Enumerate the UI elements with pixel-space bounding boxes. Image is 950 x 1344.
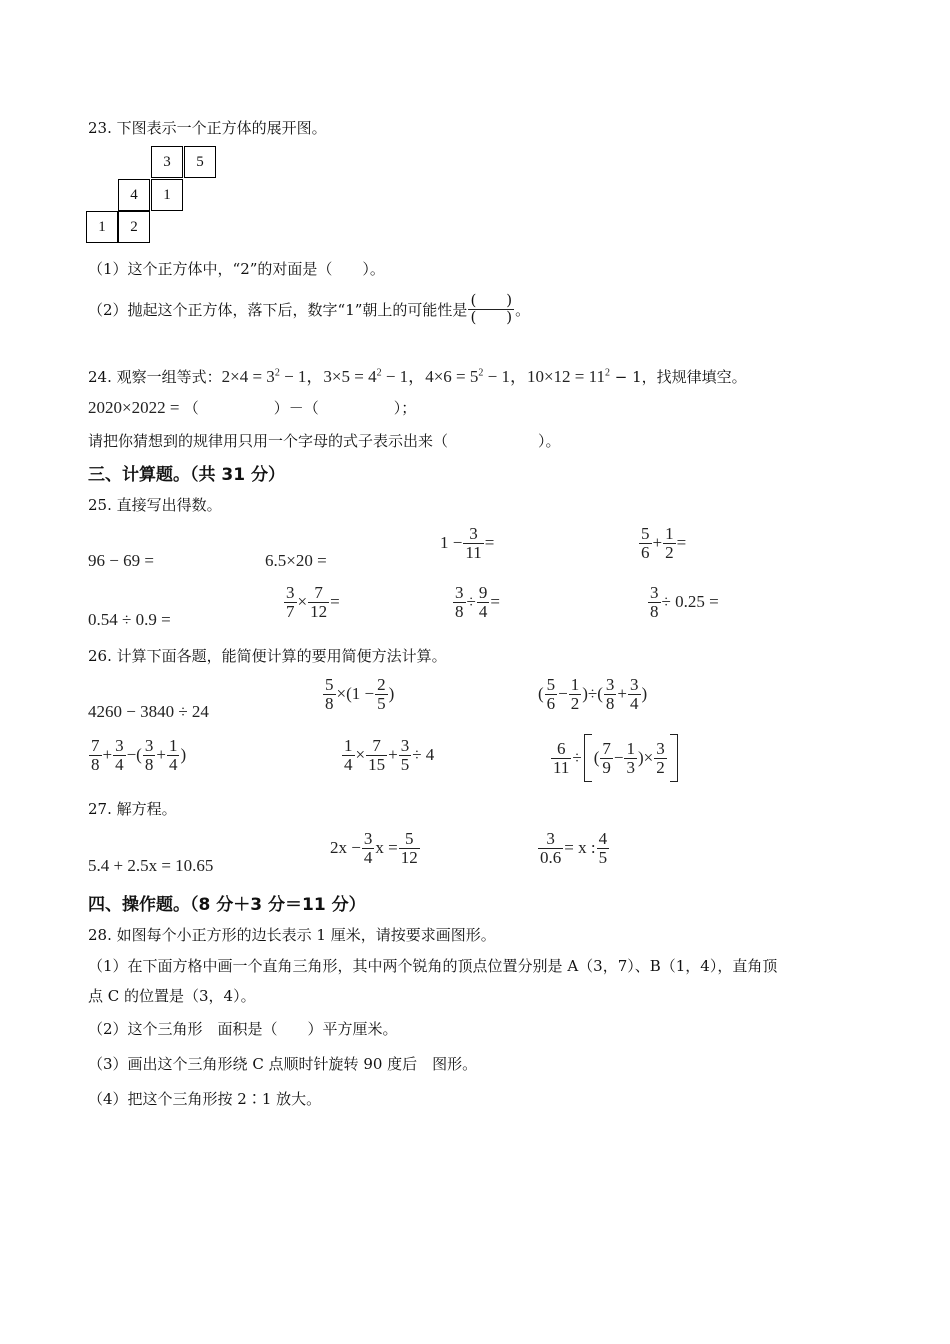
op: ÷ [572,748,582,767]
op: − [613,748,624,767]
den: 15 [368,754,386,774]
q26-f [550,734,680,782]
exp: 2 [605,367,611,379]
left-bracket [584,734,592,782]
t: )× [637,748,654,767]
q26-e [341,737,434,774]
num: 3 [363,829,373,848]
q24-line3: 请把你猜想到的规律用只用一个字母的式子表示出来（ ）。 [88,432,561,450]
q28-part1-line2: 点 C 的位置是（3，4）。 [88,987,256,1005]
op: − [558,684,568,704]
num: 3 [115,736,124,755]
q23-title: 23. 下图表示一个正方体的展开图。 [88,119,327,137]
eq-text: 4×6 = 5 [425,367,479,386]
t: −( [126,745,142,765]
eq-text: 2×4 = 3 [221,367,275,386]
q23-part2 [88,293,530,326]
op: + [388,745,398,765]
q27-b [330,830,421,867]
net-cell: 2 [118,211,150,243]
q24-line1 [88,362,747,387]
q24-line2 [88,397,416,418]
section-3-heading: 三、计算题。（共 31 分） [88,465,285,485]
q25-b: 6.5×20 = [265,551,327,570]
q23-part2-text: （2）抛起这个正方体，落下后，数字“1”朝上的可能性是 [88,300,468,319]
t: x = [375,838,398,858]
num: 3 [469,524,478,543]
q26-d [88,737,186,774]
eq-text: 3×5 = 4 [323,367,377,386]
t: ) [180,745,187,765]
den: 5 [377,693,386,713]
q25-a: 96 − 69 = [88,551,154,570]
den: 8 [144,754,154,774]
den: 0.6 [540,847,562,867]
den: 12 [310,601,328,621]
q26-b [322,676,394,713]
den: 4 [478,601,488,621]
exp: 2 [376,367,382,379]
num: 7 [91,736,100,755]
t: )÷( [582,684,603,704]
eq-tail: − 1， [483,367,527,386]
op: × [297,592,308,612]
t: = [676,533,687,553]
t: ( [593,748,600,767]
q23-part2-end: 。 [515,300,531,319]
q25-e: 0.54 ÷ 0.9 = [88,610,171,629]
den: 2 [570,693,580,713]
net-cell: 1 [86,211,118,243]
op: + [156,745,166,765]
num: 4 [598,829,608,848]
den: 4 [344,754,353,774]
den: 4 [363,847,373,867]
right-bracket [670,734,678,782]
num: 1 [344,736,353,755]
den: 8 [605,693,615,713]
den: 7 [286,601,295,621]
num: 3 [656,738,665,758]
num: 3 [286,583,295,602]
op: + [617,684,628,704]
t: ×(1 − [336,684,375,704]
op: × [355,745,366,765]
exp: 2 [478,367,484,379]
q28-part2: （2）这个三角形 面积是（ ）平方厘米。 [88,1020,398,1038]
section-4-heading: 四、操作题。（8 分＋3 分＝11 分） [88,895,366,915]
t: ÷ 4 [412,745,435,765]
q26-title: 26. 计算下面各题，能简便计算的要用简便方法计算。 [88,647,447,665]
q24-eq1 [222,367,610,386]
op: + [652,533,663,553]
num: 5 [641,524,650,543]
num: 1 [665,524,674,543]
den: 5 [400,754,410,774]
q25-h [647,584,719,621]
q28-part3: （3）画出这个三角形绕 C 点顺时针旋转 90 度后 图形。 [88,1055,478,1073]
num: 1 [626,738,635,758]
q28-part4: （4）把这个三角形按 2∶1 放大。 [88,1090,322,1108]
den: 4 [168,754,178,774]
net-cell: 5 [184,146,216,178]
den: 11 [465,542,482,562]
q25-title: 25. 直接写出得数。 [88,496,222,514]
num: 5 [325,675,334,694]
q24-expr: 2020×2022 = [88,398,184,417]
den: 12 [400,847,418,867]
net-cell: 1 [151,179,183,211]
eq-text: 10×12 = 11 [526,367,606,386]
q27-title: 27. 解方程。 [88,800,177,818]
den: 11 [553,757,570,777]
num: 2 [377,675,386,694]
den: 4 [115,754,124,774]
op: ÷ [466,592,476,612]
den: 4 [630,693,639,713]
num: 7 [372,736,381,755]
q25-d [638,525,686,562]
t: = [490,592,500,612]
q23-blank-den: ( ) [470,307,513,326]
t: ÷ 0.25 = [661,592,719,612]
den: 2 [656,757,665,777]
q24-blanks: （ ）－（ ）； [183,399,417,417]
num: 5 [546,675,556,694]
num: 6 [556,738,566,758]
num: 3 [455,583,464,602]
den: 5 [598,847,608,867]
exp: 2 [274,367,280,379]
num: 3 [144,736,154,755]
den: 3 [626,757,635,777]
op: + [102,745,113,765]
q24-title: 24. 观察一组等式： [88,368,222,386]
t: 2x − [330,838,361,858]
q25-g [452,584,500,621]
t: ) [388,684,395,704]
t: ) [641,684,648,704]
num: 9 [478,583,488,602]
eq-tail: − 1， [279,367,324,386]
num: 3 [650,583,659,602]
t: = x : [564,838,596,858]
q27-c [537,830,610,867]
t: = [484,533,495,553]
q27-a: 5.4 + 2.5x = 10.65 [88,856,214,875]
den: 6 [641,542,650,562]
num: 7 [314,583,323,602]
num: 3 [605,675,615,694]
net-cell: 4 [118,179,150,211]
den: 2 [665,542,674,562]
num: 3 [546,829,555,848]
q23-part1: （1）这个正方体中，“2”的对面是（ ）。 [88,260,385,278]
den: 8 [325,693,334,713]
num: 3 [400,736,410,755]
den: 8 [650,601,659,621]
t: = [330,592,340,612]
t: ( [538,684,544,704]
num: 1 [168,736,178,755]
q23-blank-num: ( ) [470,291,513,309]
num: 7 [602,738,611,758]
q26-c [538,676,647,713]
num: 3 [630,675,639,694]
q28-part1-line1: （1）在下面方格中画一个直角三角形，其中两个锐角的顶点位置分别是 A（3，7）、B（1，4），直角顶 [88,957,778,975]
den: 6 [546,693,556,713]
q28-title: 28. 如图每个小正方形的边长表示 1 厘米，请按要求画图形。 [88,926,496,944]
net-cell: 3 [151,146,183,178]
eq-tail-last: − 1，找规律填空。 [610,368,747,386]
q25-f [283,584,340,621]
q26-a: 4260 − 3840 ÷ 24 [88,702,209,721]
den: 8 [91,754,100,774]
den: 8 [455,601,464,621]
q25-c [440,525,494,562]
t: 1 − [440,533,463,553]
den: 9 [602,757,611,777]
num: 1 [570,675,580,694]
eq-tail: − 1， [381,367,426,386]
num: 5 [404,829,414,848]
